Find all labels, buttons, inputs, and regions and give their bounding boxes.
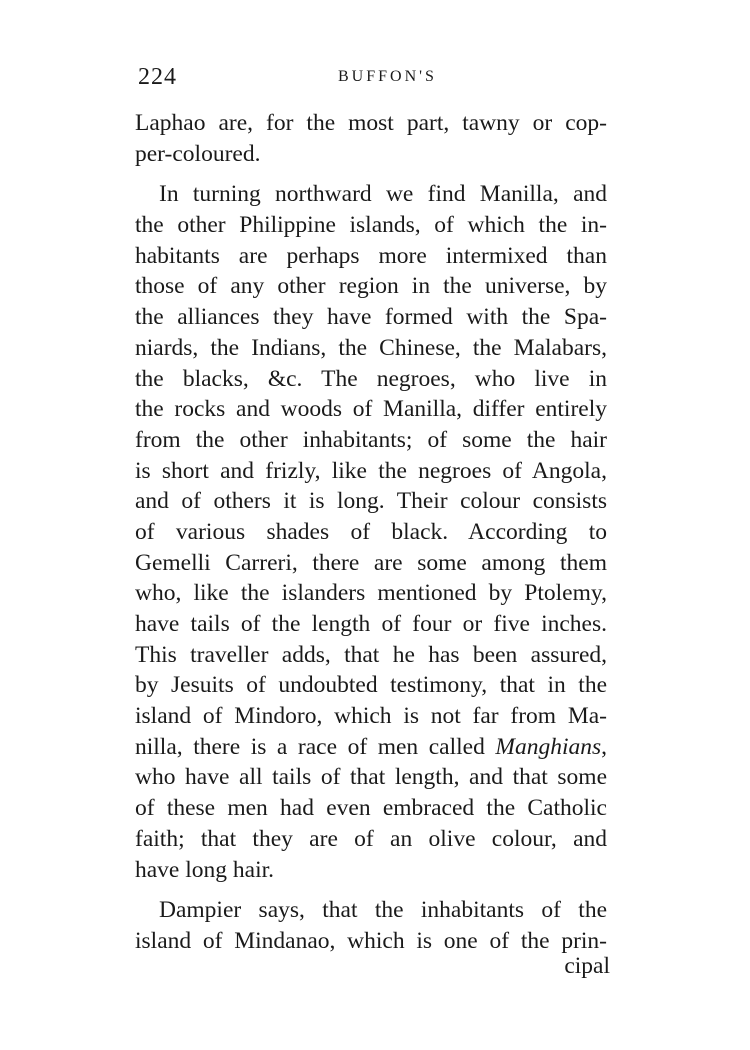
text-segment: , (601, 733, 607, 760)
text-line: the rocks and woods of Manilla, differ entirely (135, 396, 607, 423)
text-line: by Jesuits of undoubted testimony, that in the (135, 672, 607, 699)
text-line: and of others it is long. Their colour consists (135, 488, 607, 515)
text-line: who, like the islanders mentioned by Ptolemy, (135, 580, 607, 607)
text-line: niards, the Indians, the Chinese, the Malabars, (135, 334, 607, 361)
text-line: island of Mindanao, which is one of the prin- (135, 927, 607, 954)
text-line: In turning northward we find Manilla, and (159, 181, 607, 208)
text-segment: nilla, there is a race of men called (135, 733, 496, 760)
text-line: have long hair. (135, 856, 275, 883)
catchword: cipal (564, 953, 610, 979)
text-line: have tails of the length of four or five inches. (135, 611, 607, 637)
text-line: of various shades of black. According to (135, 518, 607, 545)
text-line: is short and frizly, like the negroes of Angola, (135, 457, 607, 484)
text-line: faith; that they are of an olive colour, and (135, 825, 607, 852)
running-head: BUFFON'S (338, 68, 437, 85)
text-line: Laphao are, for the most part, tawny or cop- (135, 110, 607, 136)
text-line: of these men had even embraced the Catholic (135, 795, 607, 822)
text-line: Gemelli Carreri, there are some among them (135, 549, 607, 576)
text-line: per-coloured. (135, 140, 261, 167)
text-line: the alliances they have formed with the Spa- (135, 304, 607, 331)
text-line: Dampier says, that the inhabitants of the (159, 897, 607, 924)
page-header (138, 64, 610, 96)
text-line: from the other inhabitants; of some the hair (135, 426, 607, 453)
text-line: island of Mindoro, which is not far from Ma- (135, 703, 607, 730)
text-line: those of any other region in the universe, by (135, 273, 607, 300)
italic-term: Manghians (495, 733, 602, 760)
text-line: habitants are perhaps more intermixed than (135, 242, 607, 269)
text-line: the blacks, &c. The negroes, who live in (135, 365, 607, 392)
text-line-with-italic (135, 732, 607, 763)
text-line: the other Philippine islands, of which the in- (135, 212, 607, 239)
text-line: This traveller adds, that he has been assured, (135, 641, 607, 668)
page-number: 224 (138, 64, 177, 90)
body-text (135, 108, 607, 957)
text-line: who have all tails of that length, and that some (135, 764, 607, 791)
